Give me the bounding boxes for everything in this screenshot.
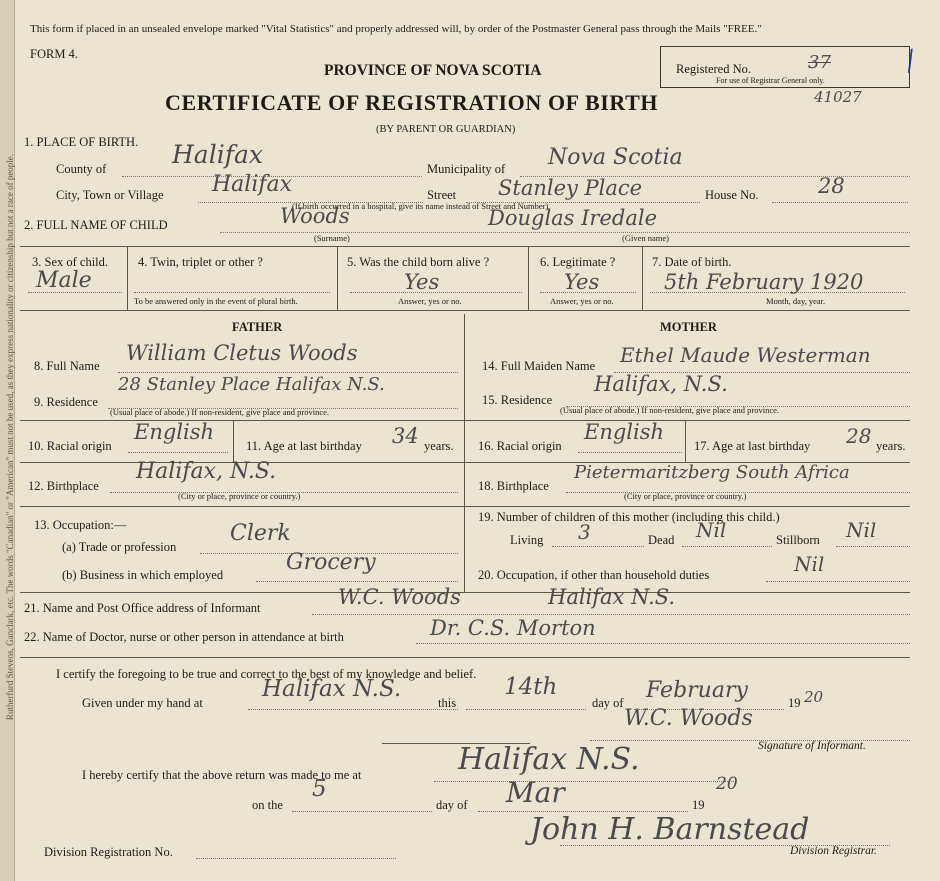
doctor-label: 22. Name of Doctor, nurse or other person in attendance at birth bbox=[24, 630, 344, 644]
legitimate-note: Answer, yes or no. bbox=[550, 296, 614, 306]
hospital-note: (If birth occurred in a hospital, give its name instead of Street and Number) bbox=[292, 201, 549, 211]
child-name-label: 2. FULL NAME OF CHILD bbox=[24, 218, 168, 232]
dead-line bbox=[682, 546, 772, 547]
informant-name: W.C. Woods bbox=[338, 585, 461, 609]
registrar-day-of-label: day of bbox=[436, 798, 468, 812]
father-residence-label: 9. Residence bbox=[34, 395, 98, 409]
certify-statement: I certify the foregoing to be true and correct to the best of my knowledge and belief. bbox=[56, 667, 477, 681]
date-of-birth-value: 5th February 1920 bbox=[664, 270, 864, 294]
divider-parents-bottom bbox=[20, 592, 910, 593]
legitimate-value: Yes bbox=[564, 270, 600, 294]
divider-row3-b bbox=[337, 246, 338, 310]
city-value: Halifax bbox=[212, 172, 293, 197]
sex-label: 3. Sex of child. bbox=[32, 255, 109, 269]
living-value: 3 bbox=[578, 520, 591, 544]
registrar-statement: I hereby certify that the above return was made to me at bbox=[82, 768, 362, 782]
mother-racial-label: 16. Racial origin bbox=[478, 439, 562, 453]
given-year: 20 bbox=[804, 688, 824, 706]
date-of-birth-note: Month, day, year. bbox=[766, 296, 826, 306]
mother-residence-value: Halifax, N.S. bbox=[594, 372, 728, 396]
business-line bbox=[256, 581, 458, 582]
surname-caption: (Surname) bbox=[314, 233, 350, 243]
mother-occupation-value: Nil bbox=[794, 552, 825, 576]
registrar-signature: John H. Barnstead bbox=[530, 812, 810, 847]
father-divider-1 bbox=[20, 420, 464, 421]
stillborn-value: Nil bbox=[846, 518, 877, 542]
registrar-year: 20 bbox=[716, 774, 738, 794]
mother-years-label: years. bbox=[876, 439, 906, 453]
father-birthplace-value: Halifax, N.S. bbox=[136, 459, 277, 484]
alive-value: Yes bbox=[404, 270, 440, 294]
occupation-label: 13. Occupation:— bbox=[34, 518, 127, 532]
mother-racial-line bbox=[578, 452, 682, 453]
county-label: County of bbox=[56, 162, 107, 176]
province-heading: PROVINCE OF NOVA SCOTIA bbox=[324, 62, 542, 79]
divider-row3-top bbox=[20, 246, 910, 247]
informant-signature-caption: Signature of Informant. bbox=[758, 740, 866, 752]
doctor-line bbox=[416, 643, 910, 644]
business-label: (b) Business in which employed bbox=[62, 568, 224, 582]
informant-label: 21. Name and Post Office address of Informant bbox=[24, 601, 261, 615]
place-of-birth-heading: 1. PLACE OF BIRTH. bbox=[24, 135, 139, 149]
alive-label: 5. Was the child born alive ? bbox=[347, 255, 490, 269]
divider-row3-d bbox=[642, 246, 643, 310]
sex-value: Male bbox=[36, 268, 92, 293]
mother-birthplace-label: 18. Birthplace bbox=[478, 479, 549, 493]
mother-age-label: 17. Age at last birthday bbox=[694, 439, 811, 453]
mother-divider-racial bbox=[685, 420, 686, 462]
municipality-label: Municipality of bbox=[427, 162, 506, 176]
registered-note: For use of Registrar General only. bbox=[716, 76, 825, 85]
mother-age-value: 28 bbox=[846, 424, 872, 448]
street-label: Street bbox=[427, 188, 457, 202]
trade-label: (a) Trade or profession bbox=[62, 540, 177, 554]
children-label: 19. Number of children of this mother (including this child.) bbox=[478, 510, 780, 524]
mother-residence-note: (Usual place of abode.) If non-resident, give place and province. bbox=[560, 405, 780, 415]
postal-notice: This form if placed in an unsealed envelope marked "Vital Statistics" and properly addressed will, by order of the Postmaster General pass through the Mails "FREE." bbox=[30, 23, 762, 35]
divider-parents-top bbox=[20, 310, 910, 311]
mother-occupation-label: 20. Occupation, if other than household duties bbox=[478, 568, 710, 582]
county-value: Halifax bbox=[172, 140, 263, 169]
registrar-month: Mar bbox=[506, 776, 565, 809]
binding-edge bbox=[0, 0, 15, 881]
day-of-label: day of bbox=[592, 696, 624, 710]
alive-note: Answer, yes or no. bbox=[398, 296, 462, 306]
date-of-birth-label: 7. Date of birth. bbox=[652, 255, 732, 269]
father-divider-3 bbox=[20, 506, 464, 507]
business-value: Grocery bbox=[286, 550, 376, 575]
dead-label: Dead bbox=[648, 533, 675, 547]
doctor-name: Dr. C.S. Morton bbox=[430, 616, 596, 640]
mother-residence-label: 15. Residence bbox=[482, 393, 553, 407]
informant-line bbox=[312, 614, 910, 615]
certificate-title: CERTIFICATE OF REGISTRATION OF BIRTH bbox=[165, 90, 659, 115]
side-margin-text: Rutherfurd Stevens, Ganclark, etc. The words "Canadian" or "American" must not be used, as they express nationality or citizenship but not a race of people. bbox=[5, 153, 15, 721]
form-number: FORM 4. bbox=[30, 47, 78, 61]
father-name-value: William Cletus Woods bbox=[126, 341, 358, 365]
this-label: this bbox=[438, 696, 457, 710]
living-line bbox=[552, 546, 644, 547]
father-racial-value: English bbox=[134, 420, 215, 444]
child-surname: Woods bbox=[280, 204, 350, 228]
given-place-line bbox=[248, 709, 458, 710]
father-racial-label: 10. Racial origin bbox=[28, 439, 112, 453]
given-day: 14th bbox=[504, 674, 558, 700]
father-years-label: years. bbox=[424, 439, 454, 453]
house-value: 28 bbox=[818, 174, 845, 198]
mother-divider-3 bbox=[464, 506, 910, 507]
father-birthplace-note: (City or place, province or country.) bbox=[178, 491, 301, 501]
father-birthplace-label: 12. Birthplace bbox=[28, 479, 99, 493]
on-the-label: on the bbox=[252, 798, 283, 812]
street-value: Stanley Place bbox=[498, 176, 643, 200]
mother-name-label: 14. Full Maiden Name bbox=[482, 359, 596, 373]
city-label: City, Town or Village bbox=[56, 188, 164, 202]
father-residence-value: 28 Stanley Place Halifax N.S. bbox=[118, 374, 385, 395]
stillborn-line bbox=[836, 546, 910, 547]
dead-value: Nil bbox=[696, 518, 727, 542]
blue-tick-mark: / bbox=[901, 45, 920, 77]
divider-certify-top bbox=[20, 657, 910, 658]
municipality-value: Nova Scotia bbox=[548, 145, 683, 170]
registrar-caption: Division Registrar. bbox=[790, 845, 877, 857]
divider-row3-c bbox=[528, 246, 529, 310]
father-heading: FATHER bbox=[232, 320, 283, 334]
mother-birthplace-note: (City or place, province or country.) bbox=[624, 491, 747, 501]
informant-signature: W.C. Woods bbox=[624, 706, 753, 731]
given-day-line bbox=[466, 709, 586, 710]
given-under-label: Given under my hand at bbox=[82, 696, 203, 710]
house-label: House No. bbox=[705, 188, 759, 202]
twin-label: 4. Twin, triplet or other ? bbox=[138, 255, 263, 269]
father-age-label: 11. Age at last birthday bbox=[246, 439, 362, 453]
twin-note: To be answered only in the event of plural birth. bbox=[134, 296, 298, 306]
father-name-line bbox=[118, 372, 458, 373]
mother-heading: MOTHER bbox=[660, 320, 717, 334]
mother-name-value: Ethel Maude Westerman bbox=[620, 343, 871, 367]
twin-line bbox=[134, 292, 330, 293]
registrar-place: Halifax N.S. bbox=[458, 742, 640, 777]
father-age-value: 34 bbox=[392, 424, 419, 448]
house-line bbox=[772, 202, 908, 203]
registered-number: 37 bbox=[808, 52, 831, 73]
registered-extra-number: 41027 bbox=[814, 88, 862, 106]
trade-value: Clerk bbox=[230, 521, 291, 546]
divider-parents-middle bbox=[464, 314, 465, 592]
father-racial-line bbox=[128, 452, 228, 453]
informant-address: Halifax N.S. bbox=[548, 585, 676, 609]
living-label: Living bbox=[510, 533, 544, 547]
mother-occupation-line bbox=[766, 581, 910, 582]
division-registration-line bbox=[196, 858, 396, 859]
stillborn-label: Stillborn bbox=[776, 533, 820, 547]
mother-birthplace-value: Pietermaritzberg South Africa bbox=[574, 462, 850, 483]
given-place: Halifax N.S. bbox=[262, 676, 402, 702]
divider-row3-a bbox=[127, 246, 128, 310]
given-name-caption: (Given name) bbox=[622, 233, 669, 243]
registrar-place-line bbox=[434, 781, 734, 782]
registered-label: Registered No. bbox=[676, 62, 751, 76]
father-divider-racial bbox=[233, 420, 234, 462]
given-month: February bbox=[646, 678, 748, 703]
mother-divider-1 bbox=[464, 420, 910, 421]
registrar-day-line bbox=[292, 811, 432, 812]
division-registration-label: Division Registration No. bbox=[44, 845, 173, 859]
mother-racial-value: English bbox=[584, 420, 665, 444]
child-given-name: Douglas Iredale bbox=[488, 206, 658, 230]
father-residence-note: (Usual place of abode.) If non-resident, give place and province. bbox=[110, 407, 330, 417]
certificate-subtitle: (BY PARENT OR GUARDIAN) bbox=[376, 124, 516, 135]
given-year-prefix: 19 bbox=[788, 696, 801, 710]
registrar-day: 5 bbox=[312, 776, 327, 802]
legitimate-label: 6. Legitimate ? bbox=[540, 255, 616, 269]
registrar-year-prefix: 19 bbox=[692, 798, 705, 812]
father-name-label: 8. Full Name bbox=[34, 359, 100, 373]
